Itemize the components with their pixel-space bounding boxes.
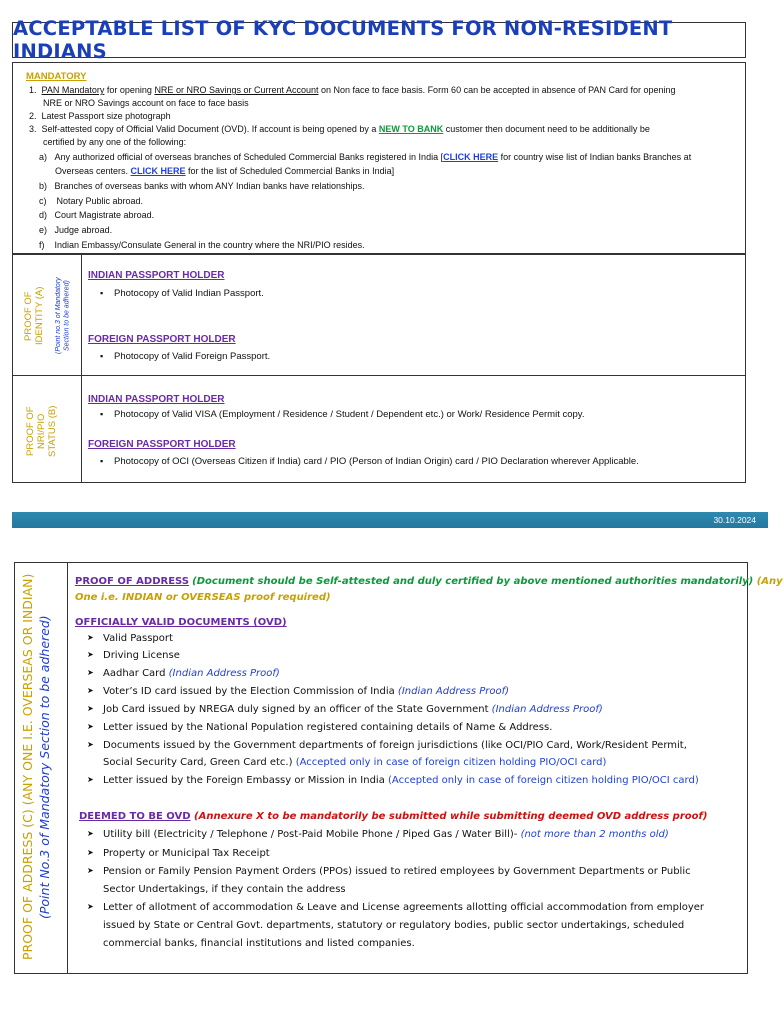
ovd-item: ➤ Valid Passport — [87, 633, 173, 644]
sub-item-text: Judge abroad. — [54, 225, 113, 235]
sub-item-text: Indian Embassy/Consulate General in the country where the NRI/PIO resides. — [54, 240, 365, 250]
foreign-passport-header: FOREIGN PASSPORT HOLDER — [88, 334, 236, 345]
click-here-link[interactable]: CLICK HERE — [130, 166, 186, 176]
deemed-note: (Annexure X to be mandatorily be submitted while submitting deemed OVD address proof) — [190, 811, 708, 822]
deemed-item-continued: commercial banks, financial institutions and listed companies. — [103, 938, 415, 949]
address-side-note: (Point No.3 of Mandatory Section to be adhered) — [37, 615, 52, 919]
address-section — [14, 562, 783, 974]
item-text: for opening — [104, 85, 155, 95]
label-line: NRI/PIO — [36, 413, 47, 449]
sub-item-c — [39, 195, 143, 208]
status-section — [12, 375, 746, 483]
deemed-item-continued: issued by State or Central Govt. departments, statutory or regulatory bodies, public sector undertakings, scheduled — [103, 920, 685, 931]
ovd-item — [87, 686, 509, 697]
ovd-item: ➤ Letter issued by the National Population registered containing details of Name & Address. — [87, 722, 552, 733]
item-number: 1. — [29, 85, 37, 95]
deemed-item: ➤ Pension or Family Pension Payment Orders (PPOs) issued to retired employees by Government Departments or Public — [87, 866, 691, 877]
label-line: IDENTITY (A) — [34, 286, 45, 346]
ovd-text: Job Card issued by NREGA duly signed by an officer of the State Government — [103, 704, 492, 715]
sub-item-letter: b) — [39, 181, 48, 191]
indian-passport-header: INDIAN PASSPORT HOLDER — [88, 270, 225, 281]
ovd-note: (Accepted only in case of foreign citizen holding PIO/OCI card) — [388, 775, 699, 786]
note-line: (Point no.3 of Mandatory — [55, 277, 62, 355]
foreign-passport-header: FOREIGN PASSPORT HOLDER — [88, 439, 236, 450]
status-label — [25, 394, 58, 468]
ovd-item — [87, 704, 603, 715]
click-here-link[interactable]: CLICK HERE — [443, 152, 499, 162]
address-side-title: PROOF OF ADDRESS (C) (ANY ONE I.E. OVERSEAS OR INDIAN) — [20, 573, 35, 961]
ovd-item — [87, 775, 699, 786]
item-text: Self-attested copy of Official Valid Document (OVD). If account is being opened by a — [41, 124, 379, 134]
deemed-note-text: (not more than 2 months old) — [520, 829, 669, 840]
sub-item-a — [39, 151, 691, 164]
sub-item-letter: e) — [39, 225, 48, 235]
ovd-item: ➤ Driving License — [87, 650, 180, 661]
label-line: PROOF OF — [23, 291, 34, 341]
page-title-box — [12, 17, 746, 63]
sub-item-f — [39, 239, 365, 252]
sub-item-a-continued — [55, 165, 394, 178]
ovd-note: (Indian Address Proof) — [397, 686, 510, 697]
ovd-note: (Accepted only in case of foreign citizen holding PIO/OCI card) — [295, 757, 607, 768]
indian-passport-header: INDIAN PASSPORT HOLDER — [88, 394, 225, 405]
label-line: PROOF OF — [25, 406, 36, 456]
page-title: ACCEPTABLE LIST OF KYC DOCUMENTS FOR NON-RESIDENT INDIANS — [13, 17, 673, 63]
sub-item-d — [39, 209, 154, 222]
identity-note — [55, 263, 72, 369]
ovd-note: (Indian Address Proof) — [168, 668, 280, 679]
item-3 — [29, 123, 650, 136]
sub-item-text: Any authorized official of overseas branches of Scheduled Commercial Banks registered in India [ — [54, 152, 444, 162]
sub-item-letter: a) — [39, 152, 48, 162]
identity-section — [12, 254, 746, 376]
deemed-header-line — [79, 811, 707, 822]
mandatory-section — [12, 62, 746, 254]
deemed-header: DEEMED TO BE OVD — [79, 811, 191, 822]
address-header-line — [75, 576, 783, 587]
pan-text: PAN Mandatory — [41, 85, 105, 95]
account-type-text: NRE or NRO Savings or Current Account — [154, 85, 319, 95]
column-divider — [67, 563, 68, 973]
item-2 — [29, 110, 171, 123]
address-any-note-continued: One i.e. INDIAN or OVERSEAS proof required) — [75, 592, 331, 603]
item-text: customer then document need to be additionally be — [443, 124, 650, 134]
identity-foreign-item: ▪ Photocopy of Valid Foreign Passport. — [100, 351, 270, 362]
sub-item-text: Branches of overseas banks with whom ANY Indian banks have relationships. — [54, 181, 365, 191]
sub-item-text: Notary Public abroad. — [56, 196, 144, 206]
sub-item-text: for the list of Scheduled Commercial Banks in India] — [185, 166, 395, 176]
deemed-text: Utility bill (Electricity / Telephone / Post-Paid Mobile Phone / Piped Gas / Water Bill)- — [103, 829, 521, 840]
deemed-item: ➤ Letter of allotment of accommodation & Leave and License agreements allotting official accommodation from employer — [87, 902, 704, 913]
ovd-item — [87, 668, 280, 679]
new-to-bank-link[interactable]: NEW TO BANK — [378, 124, 444, 134]
sub-item-text: Overseas centers. — [55, 166, 131, 176]
ovd-text: Social Security Card, Green Card etc.) — [103, 757, 296, 768]
address-any-note: (Any — [753, 576, 783, 587]
ovd-item-continued — [103, 757, 606, 768]
item-number: 2. — [29, 111, 37, 121]
deemed-item — [87, 829, 669, 840]
column-divider — [81, 376, 82, 482]
item-text: on Non face to face basis. Form 60 can be accepted in absence of PAN Card for opening — [318, 85, 676, 95]
ovd-item: ➤ Documents issued by the Government departments of foreign jurisdictions (like OCI/PIO Card, Work/Resident Permit, — [87, 740, 687, 751]
page-footer-band — [12, 512, 768, 528]
deemed-item-continued: Sector Undertakings, if they contain the address — [103, 884, 346, 895]
ovd-text: Voter’s ID card issued by the Election Commission of India — [103, 686, 398, 697]
footer-date: 30.10.2024 — [713, 515, 756, 525]
status-indian-item: ▪ Photocopy of Valid VISA (Employment / Residence / Student / Dependent etc.) or Work/ Residence Permit copy. — [100, 409, 584, 420]
sub-item-letter: c) — [39, 196, 47, 206]
sub-item-b — [39, 180, 365, 193]
ovd-note: (Indian Address Proof) — [491, 704, 603, 715]
item-3-continued: certified by any one of the following: — [43, 137, 187, 147]
identity-label — [23, 269, 45, 363]
address-side-label — [19, 567, 63, 967]
deemed-item: ➤ Property or Municipal Tax Receipt — [87, 848, 270, 859]
sub-item-letter: f) — [39, 240, 45, 250]
sub-item-text: Court Magistrate abroad. — [54, 210, 155, 220]
sub-item-letter: d) — [39, 210, 48, 220]
mandatory-header: MANDATORY — [26, 71, 87, 82]
note-line: Section to be adhered) — [63, 280, 71, 352]
item-1-continued: NRE or NRO Savings account on face to face basis — [43, 98, 249, 108]
item-text: Latest Passport size photograph — [41, 111, 171, 121]
sub-item-e — [39, 224, 112, 237]
status-foreign-item: ▪ Photocopy of OCI (Overseas Citizen if India) card / PIO (Person of Indian Origin) card / PIO Declaration wherever Applicable. — [100, 456, 639, 467]
column-divider — [81, 255, 82, 375]
identity-indian-item: ▪ Photocopy of Valid Indian Passport. — [100, 288, 264, 299]
label-line: STATUS (B) — [47, 405, 58, 457]
item-number: 3. — [29, 124, 37, 134]
ovd-text: Letter issued by the Foreign Embassy or Mission in India — [103, 775, 388, 786]
address-header-note: (Document should be Self-attested and duly certified by above mentioned authorities mandatorily) — [192, 576, 754, 587]
sub-item-text: for country wise list of Indian banks Branches at — [498, 152, 692, 162]
ovd-header: OFFICIALLY VALID DOCUMENTS (OVD) — [75, 617, 287, 628]
address-header: PROOF OF ADDRESS — [75, 576, 189, 587]
item-1 — [29, 84, 676, 97]
ovd-text: Aadhar Card — [103, 668, 169, 679]
